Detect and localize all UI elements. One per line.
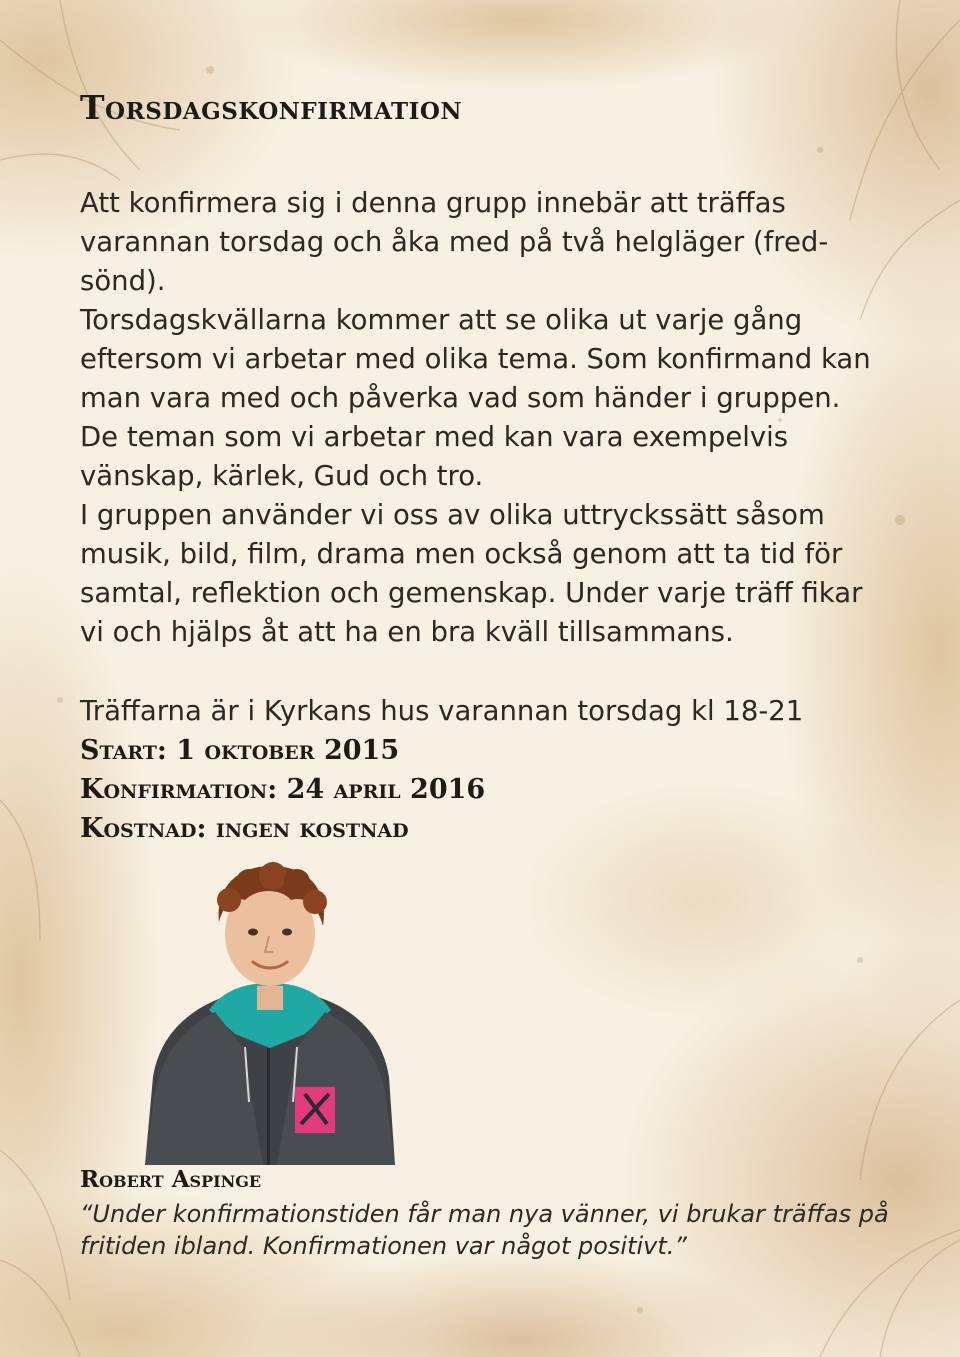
meeting-time: Träffarna är i Kyrkans hus varannan torsdag kl 18-21 [80, 695, 804, 727]
page-title: Torsdagskonfirmation [80, 88, 462, 127]
paragraph-themes: Torsdagskvällarna kommer att se olika ut varje gång eftersom vi arbetar med olika tema. Som konfirmand kan man vara med och påverka vad som händer i gruppen. De teman som vi arbetar med kan vara exempelvis vänskap, kärlek, Gud och tro. [80, 304, 871, 492]
person-photo [145, 862, 395, 1165]
start-date: Start: 1 oktober 2015 [80, 735, 400, 766]
confirmation-date: Konfirmation: 24 april 2016 [80, 774, 486, 805]
paragraph-methods: I gruppen använder vi oss av olika uttryckssätt såsom musik, bild, film, drama men också genom att ta tid för samtal, reflektion och gemenskap. Under varje träff fikar vi och hjälps åt att ha en bra kväll tillsammans. [80, 499, 863, 648]
event-info [80, 691, 900, 848]
body-text [80, 184, 880, 652]
person-quote: “Under konfirmationstiden får man nya vänner, vi brukar träffas på fritiden ibland. Konfirmationen var något positivt.” [80, 1200, 889, 1260]
paragraph-intro: Att konfirmera sig i denna grupp innebär att träffas varannan torsdag och åka med på två helgläger (fred-sönd). [80, 187, 829, 297]
cost: Kostnad: ingen kostnad [80, 813, 409, 844]
person-name: Robert Aspinge [80, 1166, 262, 1193]
